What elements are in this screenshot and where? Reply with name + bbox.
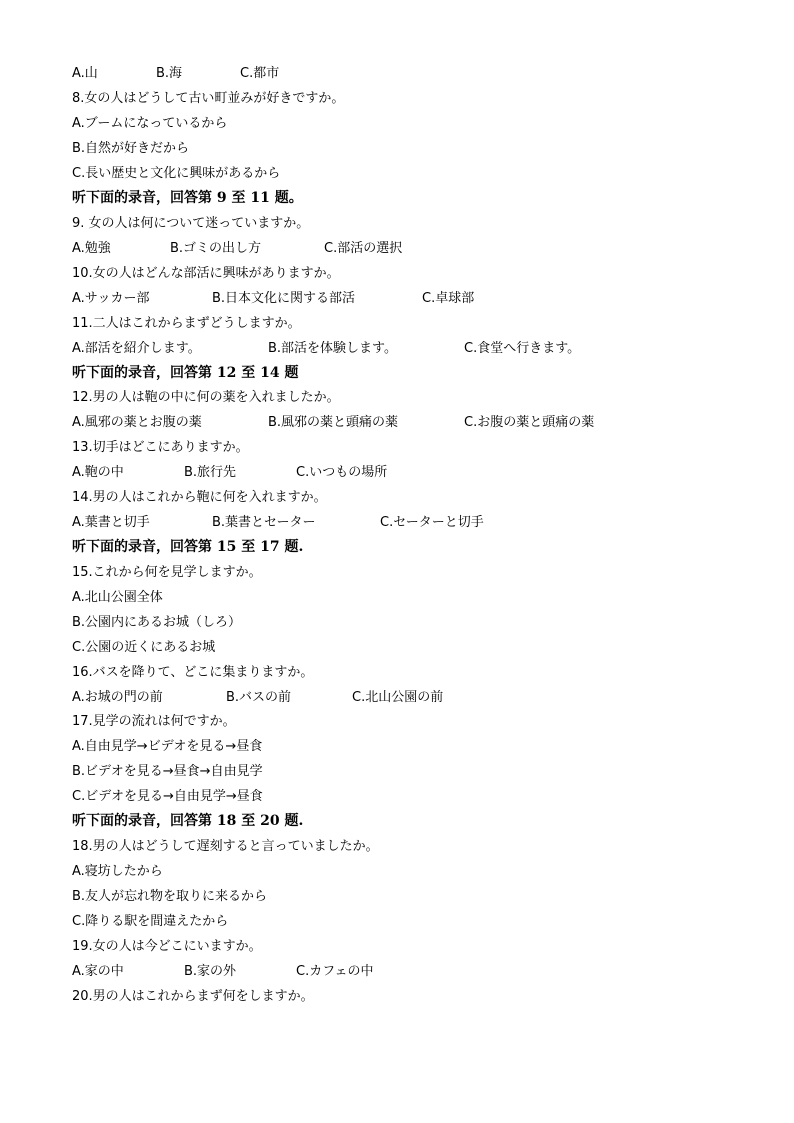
question-12: 12.男の人は鞄の中に何の薬を入れましたか。 bbox=[72, 390, 340, 405]
option-c: C.食堂へ行きます。 bbox=[464, 341, 581, 356]
question-15: 15.これから何を見学しますか。 bbox=[72, 565, 262, 580]
option-a: A.サッカー部 bbox=[72, 291, 150, 306]
q11-options bbox=[0, 341, 794, 359]
option-a: A.鞄の中 bbox=[72, 465, 124, 480]
q19-options bbox=[0, 964, 794, 982]
q7-options bbox=[0, 66, 794, 84]
q9-options bbox=[0, 241, 794, 259]
option-b: B.部活を体験します。 bbox=[268, 341, 398, 356]
q17-option-b: B.ビデオを見る→昼食→自由見学 bbox=[72, 764, 263, 779]
q15-option-b: B.公園内にあるお城（しろ） bbox=[72, 615, 242, 630]
q8-option-a: A.ブームになっているから bbox=[72, 116, 228, 131]
question-17: 17.見学の流れは何ですか。 bbox=[72, 714, 236, 729]
option-b: B.旅行先 bbox=[184, 465, 237, 480]
option-a: A.風邪の薬とお腹の薬 bbox=[72, 415, 202, 430]
question-16: 16.バスを降りて、どこに集まりますか。 bbox=[72, 665, 314, 680]
option-c: C.いつもの場所 bbox=[296, 465, 388, 480]
option-a: A.山 bbox=[72, 66, 98, 81]
option-c: C.都市 bbox=[240, 66, 280, 81]
option-c: C.カフェの中 bbox=[296, 964, 374, 979]
option-c: C.お腹の薬と頭痛の薬 bbox=[464, 415, 595, 430]
option-a: A.部活を紹介します。 bbox=[72, 341, 201, 356]
question-11: 11.二人はこれからまずどうしますか。 bbox=[72, 316, 301, 331]
q10-options bbox=[0, 291, 794, 309]
q12-options bbox=[0, 415, 794, 433]
question-8: 8.女の人はどうして古い町並みが好きですか。 bbox=[72, 91, 345, 106]
question-10: 10.女の人はどんな部活に興味がありますか。 bbox=[72, 266, 340, 281]
q17-option-c: C.ビデオを見る→自由見学→昼食 bbox=[72, 789, 263, 804]
option-a: A.勉強 bbox=[72, 241, 111, 256]
option-c: C.北山公園の前 bbox=[352, 690, 444, 705]
option-a: A.家の中 bbox=[72, 964, 124, 979]
q13-options bbox=[0, 465, 794, 483]
section-heading-18-20: 听下面的录音，回答第 18 至 20 题. bbox=[72, 813, 304, 829]
q8-option-b: B.自然が好きだから bbox=[72, 141, 190, 156]
q15-option-a: A.北山公園全体 bbox=[72, 590, 163, 605]
q15-option-c: C.公園の近くにあるお城 bbox=[72, 640, 216, 655]
question-18: 18.男の人はどうして遅刻すると言っていましたか。 bbox=[72, 839, 379, 854]
option-a: A.葉書と切手 bbox=[72, 515, 150, 530]
option-b: B.日本文化に関する部活 bbox=[212, 291, 356, 306]
q17-option-a: A.自由見学→ビデオを見る→昼食 bbox=[72, 739, 263, 754]
section-heading-15-17: 听下面的录音，回答第 15 至 17 题. bbox=[72, 539, 304, 555]
section-heading-12-14: 听下面的录音，回答第 12 至 14 题 bbox=[72, 365, 299, 381]
question-20: 20.男の人はこれからまず何をしますか。 bbox=[72, 989, 314, 1004]
question-19: 19.女の人は今どこにいますか。 bbox=[72, 939, 262, 954]
section-heading-9-11: 听下面的录音，回答第 9 至 11 题。 bbox=[72, 190, 303, 206]
q18-option-b: B.友人が忘れ物を取りに来るから bbox=[72, 889, 268, 904]
option-b: B.ゴミの出し方 bbox=[170, 241, 262, 256]
question-13: 13.切手はどこにありますか。 bbox=[72, 440, 249, 455]
question-14: 14.男の人はこれから鞄に何を入れますか。 bbox=[72, 490, 327, 505]
option-c: C.セーターと切手 bbox=[380, 515, 484, 530]
q8-option-c: C.長い歴史と文化に興味があるから bbox=[72, 166, 281, 181]
question-9: 9. 女の人は何について迷っていますか。 bbox=[72, 216, 310, 231]
q16-options bbox=[0, 690, 794, 708]
q18-option-c: C.降りる駅を間違えたから bbox=[72, 914, 229, 929]
option-a: A.お城の門の前 bbox=[72, 690, 163, 705]
q18-option-a: A.寝坊したから bbox=[72, 864, 163, 879]
q14-options bbox=[0, 515, 794, 533]
option-c: C.部活の選択 bbox=[324, 241, 403, 256]
option-b: B.風邪の薬と頭痛の薬 bbox=[268, 415, 399, 430]
option-c: C.卓球部 bbox=[422, 291, 475, 306]
option-b: B.家の外 bbox=[184, 964, 237, 979]
option-b: B.海 bbox=[156, 66, 183, 81]
option-b: B.バスの前 bbox=[226, 690, 292, 705]
option-b: B.葉書とセーター bbox=[212, 515, 316, 530]
